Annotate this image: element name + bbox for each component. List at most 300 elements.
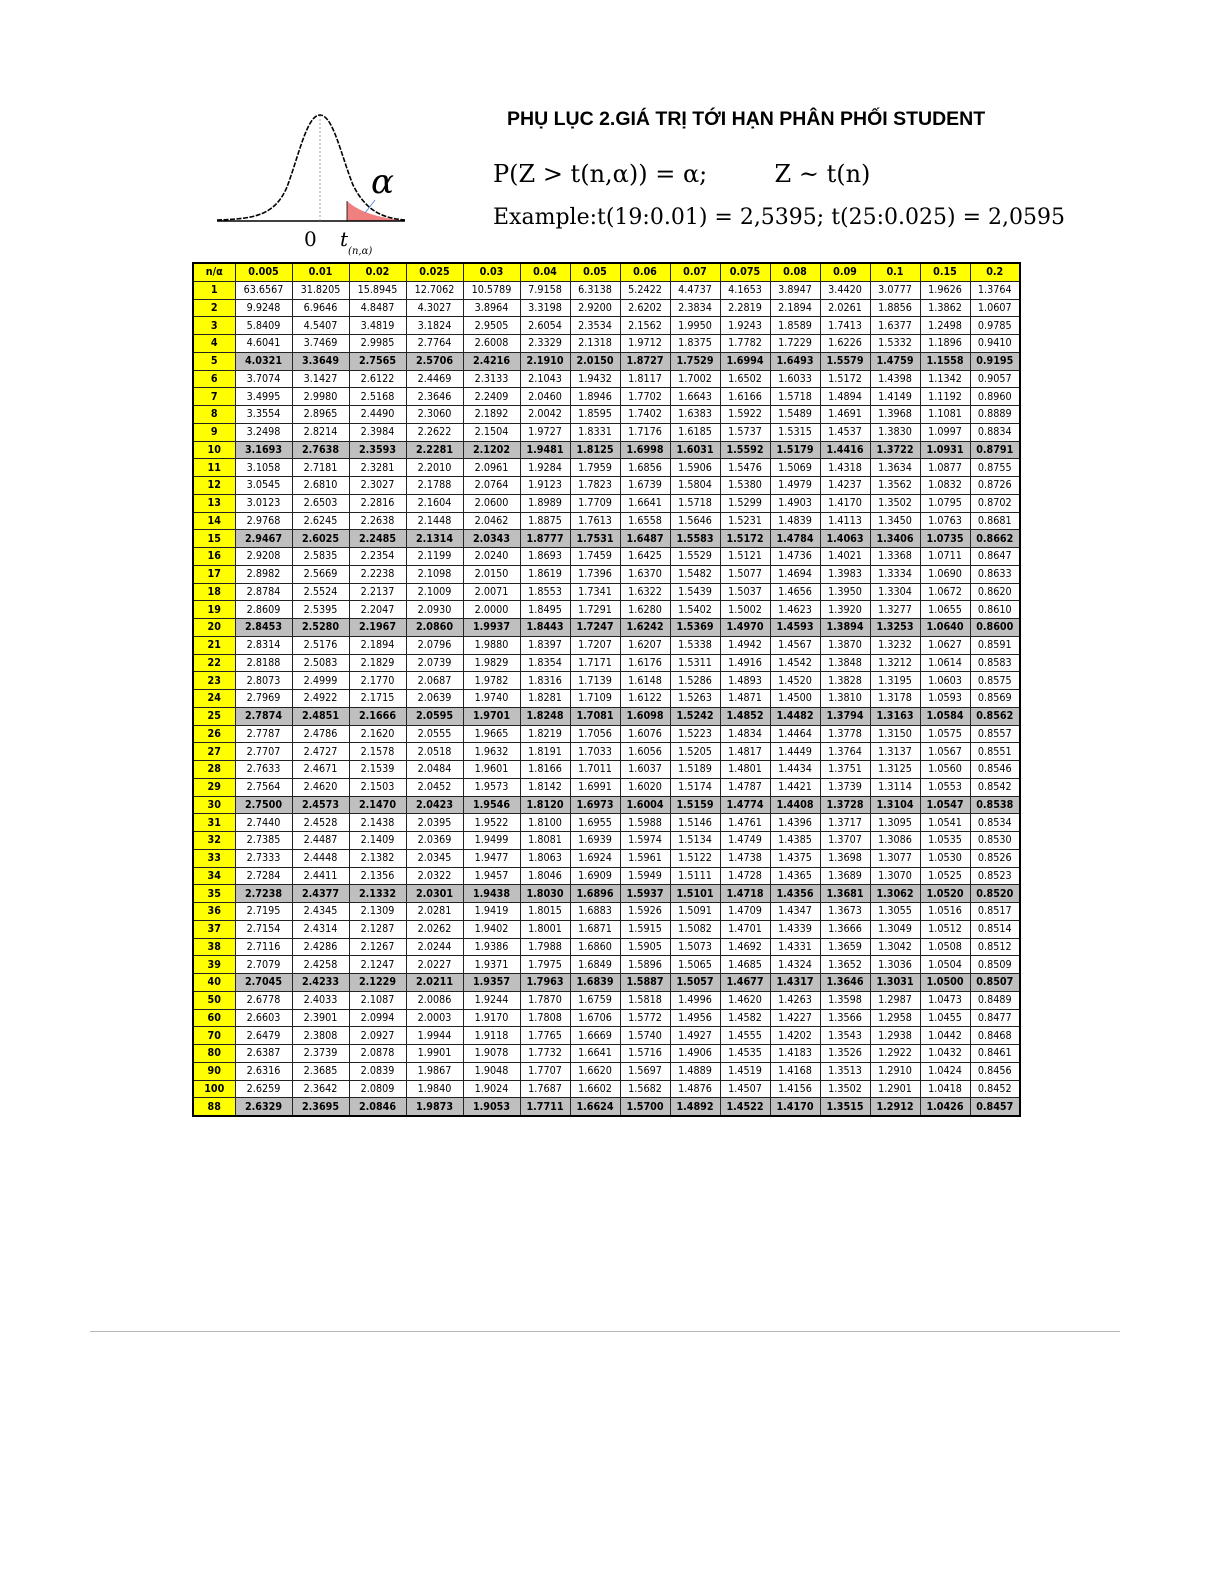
degrees-of-freedom-cell: 11 bbox=[193, 459, 235, 477]
degrees-of-freedom-cell: 60 bbox=[193, 1009, 235, 1027]
table-row bbox=[193, 512, 1020, 530]
critical-value-cell: 2.3685 bbox=[292, 1062, 349, 1080]
critical-value-cell: 1.6242 bbox=[620, 619, 670, 637]
critical-value-cell: 1.4535 bbox=[720, 1045, 770, 1063]
critical-value-cell: 2.3329 bbox=[520, 335, 570, 353]
critical-value-cell: 1.0418 bbox=[920, 1080, 970, 1098]
alpha-header-cell: 0.1 bbox=[870, 263, 920, 281]
critical-value-cell: 1.3304 bbox=[870, 583, 920, 601]
degrees-of-freedom-cell: 7 bbox=[193, 388, 235, 406]
critical-value-cell: 2.1894 bbox=[349, 636, 406, 654]
critical-value-cell: 1.3086 bbox=[870, 832, 920, 850]
critical-value-cell: 3.2498 bbox=[235, 423, 292, 441]
degrees-of-freedom-cell: 19 bbox=[193, 601, 235, 619]
critical-value-cell: 1.4738 bbox=[720, 849, 770, 867]
critical-value-cell: 2.7440 bbox=[235, 814, 292, 832]
table-row bbox=[193, 885, 1020, 903]
critical-value-cell: 2.1087 bbox=[349, 991, 406, 1009]
critical-value-cell: 1.7975 bbox=[520, 956, 570, 974]
table-row bbox=[193, 530, 1020, 548]
critical-value-cell: 1.4331 bbox=[770, 938, 820, 956]
critical-value-cell: 2.7045 bbox=[235, 974, 292, 992]
critical-value-cell: 1.6620 bbox=[570, 1062, 620, 1080]
critical-value-cell: 1.4817 bbox=[720, 743, 770, 761]
critical-value-cell: 1.4894 bbox=[820, 388, 870, 406]
critical-value-cell: 1.9632 bbox=[463, 743, 520, 761]
critical-value-cell: 1.6148 bbox=[620, 672, 670, 690]
critical-value-cell: 1.9123 bbox=[520, 477, 570, 495]
critical-value-cell: 1.9499 bbox=[463, 832, 520, 850]
critical-value-cell: 2.8453 bbox=[235, 619, 292, 637]
critical-value-cell: 2.1470 bbox=[349, 796, 406, 814]
critical-value-cell: 4.1653 bbox=[720, 281, 770, 299]
critical-value-cell: 1.3794 bbox=[820, 707, 870, 725]
table-row bbox=[193, 867, 1020, 885]
critical-value-cell: 1.5737 bbox=[720, 423, 770, 441]
critical-value-cell: 1.0640 bbox=[920, 619, 970, 637]
critical-value-cell: 1.3195 bbox=[870, 672, 920, 690]
critical-value-cell: 1.5263 bbox=[670, 690, 720, 708]
critical-value-cell: 2.1578 bbox=[349, 743, 406, 761]
critical-value-cell: 1.0520 bbox=[920, 885, 970, 903]
critical-value-cell: 1.0655 bbox=[920, 601, 970, 619]
degrees-of-freedom-cell: 26 bbox=[193, 725, 235, 743]
critical-value-cell: 2.3808 bbox=[292, 1027, 349, 1045]
critical-value-cell: 2.2281 bbox=[406, 441, 463, 459]
critical-value-cell: 1.1081 bbox=[920, 406, 970, 424]
critical-value-cell: 3.3554 bbox=[235, 406, 292, 424]
critical-value-cell: 1.4149 bbox=[870, 388, 920, 406]
critical-value-cell: 15.8945 bbox=[349, 281, 406, 299]
critical-value-cell: 1.9740 bbox=[463, 690, 520, 708]
critical-value-cell: 1.8495 bbox=[520, 601, 570, 619]
table-row bbox=[193, 832, 1020, 850]
critical-value-cell: 2.7500 bbox=[235, 796, 292, 814]
critical-value-cell: 1.6020 bbox=[620, 778, 670, 796]
critical-value-cell: 1.4893 bbox=[720, 672, 770, 690]
critical-value-cell: 1.1896 bbox=[920, 335, 970, 353]
table-header-row bbox=[193, 263, 1020, 281]
degrees-of-freedom-cell: 34 bbox=[193, 867, 235, 885]
critical-value-cell: 2.0994 bbox=[349, 1009, 406, 1027]
critical-value-cell: 1.4263 bbox=[770, 991, 820, 1009]
critical-value-cell: 1.4759 bbox=[870, 352, 920, 370]
critical-value-cell: 1.7139 bbox=[570, 672, 620, 690]
critical-value-cell: 3.0123 bbox=[235, 494, 292, 512]
critical-value-cell: 1.3406 bbox=[870, 530, 920, 548]
critical-value-cell: 2.0150 bbox=[463, 565, 520, 583]
critical-value-cell: 1.7402 bbox=[620, 406, 670, 424]
degrees-of-freedom-cell: 1 bbox=[193, 281, 235, 299]
critical-value-cell: 1.4317 bbox=[770, 974, 820, 992]
critical-value-cell: 1.3212 bbox=[870, 654, 920, 672]
critical-value-cell: 2.6202 bbox=[620, 299, 670, 317]
critical-value-cell: 1.6076 bbox=[620, 725, 670, 743]
critical-value-cell: 1.9419 bbox=[463, 903, 520, 921]
critical-value-cell: 1.4170 bbox=[820, 494, 870, 512]
critical-value-cell: 1.8946 bbox=[570, 388, 620, 406]
critical-value-cell: 2.4999 bbox=[292, 672, 349, 690]
critical-value-cell: 2.4469 bbox=[406, 370, 463, 388]
critical-value-cell: 1.9481 bbox=[520, 441, 570, 459]
critical-value-cell: 1.3689 bbox=[820, 867, 870, 885]
table-row bbox=[193, 1045, 1020, 1063]
critical-value-cell: 1.5915 bbox=[620, 920, 670, 938]
critical-value-cell: 1.4906 bbox=[670, 1045, 720, 1063]
critical-value-cell: 0.8791 bbox=[970, 441, 1020, 459]
table-row bbox=[193, 938, 1020, 956]
table-row bbox=[193, 548, 1020, 566]
critical-value-cell: 1.4834 bbox=[720, 725, 770, 743]
critical-value-cell: 1.4500 bbox=[770, 690, 820, 708]
critical-value-cell: 3.1427 bbox=[292, 370, 349, 388]
critical-value-cell: 2.8609 bbox=[235, 601, 292, 619]
critical-value-cell: 2.8188 bbox=[235, 654, 292, 672]
critical-value-cell: 0.8647 bbox=[970, 548, 1020, 566]
alpha-header-cell: 0.08 bbox=[770, 263, 820, 281]
critical-value-cell: 2.6316 bbox=[235, 1062, 292, 1080]
critical-value-cell: 2.6122 bbox=[349, 370, 406, 388]
critical-value-cell: 2.1562 bbox=[620, 317, 670, 335]
critical-value-cell: 2.1382 bbox=[349, 849, 406, 867]
critical-value-cell: 3.8947 bbox=[770, 281, 820, 299]
critical-value-cell: 1.4398 bbox=[870, 370, 920, 388]
critical-value-cell: 1.4416 bbox=[820, 441, 870, 459]
critical-value-cell: 63.6567 bbox=[235, 281, 292, 299]
critical-value-cell: 0.8534 bbox=[970, 814, 1020, 832]
critical-value-cell: 1.7709 bbox=[570, 494, 620, 512]
critical-value-cell: 6.9646 bbox=[292, 299, 349, 317]
critical-value-cell: 1.9573 bbox=[463, 778, 520, 796]
critical-value-cell: 2.6008 bbox=[463, 335, 520, 353]
critical-value-cell: 1.0560 bbox=[920, 761, 970, 779]
critical-value-cell: 2.7764 bbox=[406, 335, 463, 353]
critical-value-cell: 1.2922 bbox=[870, 1045, 920, 1063]
critical-value-cell: 1.3070 bbox=[870, 867, 920, 885]
critical-value-cell: 2.0261 bbox=[820, 299, 870, 317]
critical-value-cell: 1.4021 bbox=[820, 548, 870, 566]
critical-value-cell: 1.7959 bbox=[570, 459, 620, 477]
critical-value-cell: 2.0211 bbox=[406, 974, 463, 992]
critical-value-cell: 1.3526 bbox=[820, 1045, 870, 1063]
critical-value-cell: 0.8551 bbox=[970, 743, 1020, 761]
example-first: t(19:0.01) = 2,5395; bbox=[597, 205, 825, 230]
critical-value-cell: 2.3739 bbox=[292, 1045, 349, 1063]
degrees-of-freedom-cell: 5 bbox=[193, 352, 235, 370]
critical-value-cell: 2.1409 bbox=[349, 832, 406, 850]
critical-value-cell: 1.3125 bbox=[870, 761, 920, 779]
table-row bbox=[193, 1062, 1020, 1080]
critical-value-cell: 4.6041 bbox=[235, 335, 292, 353]
critical-value-cell: 1.4979 bbox=[770, 477, 820, 495]
critical-value-cell: 2.1770 bbox=[349, 672, 406, 690]
critical-value-cell: 1.0426 bbox=[920, 1098, 970, 1116]
degrees-of-freedom-cell: 40 bbox=[193, 974, 235, 992]
critical-value-cell: 2.8982 bbox=[235, 565, 292, 583]
critical-value-cell: 1.7229 bbox=[770, 335, 820, 353]
critical-value-cell: 1.4156 bbox=[770, 1080, 820, 1098]
table-row bbox=[193, 725, 1020, 743]
critical-value-cell: 0.8633 bbox=[970, 565, 1020, 583]
critical-value-cell: 2.0484 bbox=[406, 761, 463, 779]
critical-value-cell: 1.8331 bbox=[570, 423, 620, 441]
critical-value-cell: 0.8477 bbox=[970, 1009, 1020, 1027]
critical-value-cell: 4.5407 bbox=[292, 317, 349, 335]
critical-value-cell: 1.3739 bbox=[820, 778, 870, 796]
critical-value-cell: 2.4314 bbox=[292, 920, 349, 938]
table-row bbox=[193, 690, 1020, 708]
critical-value-cell: 1.9626 bbox=[920, 281, 970, 299]
critical-value-cell: 1.5332 bbox=[870, 335, 920, 353]
critical-value-cell: 1.3502 bbox=[870, 494, 920, 512]
alpha-header-cell: 0.03 bbox=[463, 263, 520, 281]
critical-value-cell: 1.6955 bbox=[570, 814, 620, 832]
critical-value-cell: 1.6207 bbox=[620, 636, 670, 654]
degrees-of-freedom-cell: 20 bbox=[193, 619, 235, 637]
critical-value-cell: 1.8120 bbox=[520, 796, 570, 814]
critical-value-cell: 2.0369 bbox=[406, 832, 463, 850]
critical-value-cell: 1.5037 bbox=[720, 583, 770, 601]
critical-value-cell: 2.1715 bbox=[349, 690, 406, 708]
table-row bbox=[193, 583, 1020, 601]
critical-value-cell: 3.1058 bbox=[235, 459, 292, 477]
critical-value-cell: 2.8965 bbox=[292, 406, 349, 424]
critical-value-cell: 2.1910 bbox=[520, 352, 570, 370]
critical-value-cell: 2.4448 bbox=[292, 849, 349, 867]
critical-value-cell: 1.7171 bbox=[570, 654, 620, 672]
critical-value-cell: 1.3042 bbox=[870, 938, 920, 956]
critical-value-cell: 1.0504 bbox=[920, 956, 970, 974]
critical-value-cell: 0.8512 bbox=[970, 938, 1020, 956]
critical-value-cell: 2.4033 bbox=[292, 991, 349, 1009]
critical-value-cell: 1.4520 bbox=[770, 672, 820, 690]
critical-value-cell: 2.1009 bbox=[406, 583, 463, 601]
critical-value-cell: 0.8726 bbox=[970, 477, 1020, 495]
critical-value-cell: 0.8538 bbox=[970, 796, 1020, 814]
critical-value-cell: 1.5716 bbox=[620, 1045, 670, 1063]
degrees-of-freedom-cell: 14 bbox=[193, 512, 235, 530]
critical-value-cell: 1.6037 bbox=[620, 761, 670, 779]
critical-value-cell: 1.9243 bbox=[720, 317, 770, 335]
critical-value-cell: 1.5146 bbox=[670, 814, 720, 832]
critical-value-cell: 3.8964 bbox=[463, 299, 520, 317]
critical-value-cell: 2.1438 bbox=[349, 814, 406, 832]
table-row bbox=[193, 459, 1020, 477]
critical-value-cell: 3.7074 bbox=[235, 370, 292, 388]
critical-value-cell: 2.1199 bbox=[406, 548, 463, 566]
critical-value-cell: 2.0927 bbox=[349, 1027, 406, 1045]
critical-value-cell: 1.4113 bbox=[820, 512, 870, 530]
table-row bbox=[193, 956, 1020, 974]
critical-value-cell: 2.0796 bbox=[406, 636, 463, 654]
critical-value-cell: 2.4851 bbox=[292, 707, 349, 725]
table-row bbox=[193, 406, 1020, 424]
critical-value-cell: 2.2622 bbox=[406, 423, 463, 441]
critical-value-cell: 1.5077 bbox=[720, 565, 770, 583]
critical-value-cell: 1.3104 bbox=[870, 796, 920, 814]
critical-value-cell: 3.3649 bbox=[292, 352, 349, 370]
critical-value-cell: 1.6383 bbox=[670, 406, 720, 424]
critical-value-cell: 2.2816 bbox=[349, 494, 406, 512]
critical-value-cell: 2.1202 bbox=[463, 441, 520, 459]
critical-value-cell: 2.3901 bbox=[292, 1009, 349, 1027]
critical-value-cell: 1.8727 bbox=[620, 352, 670, 370]
critical-value-cell: 2.4620 bbox=[292, 778, 349, 796]
critical-value-cell: 1.9901 bbox=[406, 1045, 463, 1063]
critical-value-cell: 1.8046 bbox=[520, 867, 570, 885]
critical-value-cell: 1.3515 bbox=[820, 1098, 870, 1116]
critical-value-cell: 1.4892 bbox=[670, 1098, 720, 1116]
critical-value-cell: 1.7711 bbox=[520, 1098, 570, 1116]
critical-value-cell: 1.4593 bbox=[770, 619, 820, 637]
critical-value-cell: 1.6994 bbox=[720, 352, 770, 370]
critical-value-cell: 2.1894 bbox=[770, 299, 820, 317]
critical-value-cell: 1.4168 bbox=[770, 1062, 820, 1080]
critical-value-cell: 1.6166 bbox=[720, 388, 770, 406]
critical-value-cell: 1.3114 bbox=[870, 778, 920, 796]
critical-value-cell: 2.7195 bbox=[235, 903, 292, 921]
critical-value-cell: 1.6370 bbox=[620, 565, 670, 583]
critical-value-cell: 1.3848 bbox=[820, 654, 870, 672]
critical-value-cell: 2.9467 bbox=[235, 530, 292, 548]
critical-value-cell: 1.3646 bbox=[820, 974, 870, 992]
alpha-header-cell: 0.07 bbox=[670, 263, 720, 281]
critical-value-cell: 1.7081 bbox=[570, 707, 620, 725]
critical-value-cell: 1.3031 bbox=[870, 974, 920, 992]
critical-value-cell: 2.0600 bbox=[463, 494, 520, 512]
critical-value-cell: 1.2912 bbox=[870, 1098, 920, 1116]
alpha-header-cell: 0.02 bbox=[349, 263, 406, 281]
alpha-header-cell: 0.01 bbox=[292, 263, 349, 281]
critical-value-cell: 1.5529 bbox=[670, 548, 720, 566]
critical-value-cell: 1.8443 bbox=[520, 619, 570, 637]
critical-value-cell: 2.4573 bbox=[292, 796, 349, 814]
critical-value-cell: 1.6602 bbox=[570, 1080, 620, 1098]
critical-value-cell: 2.0460 bbox=[520, 388, 570, 406]
critical-value-cell: 1.7870 bbox=[520, 991, 570, 1009]
critical-value-cell: 1.1342 bbox=[920, 370, 970, 388]
critical-value-cell: 2.4345 bbox=[292, 903, 349, 921]
critical-value-cell: 0.8468 bbox=[970, 1027, 1020, 1045]
degrees-of-freedom-cell: 80 bbox=[193, 1045, 235, 1063]
critical-value-cell: 1.8989 bbox=[520, 494, 570, 512]
degrees-of-freedom-cell: 28 bbox=[193, 761, 235, 779]
critical-value-cell: 1.9829 bbox=[463, 654, 520, 672]
critical-value-cell: 1.6856 bbox=[620, 459, 670, 477]
critical-value-cell: 1.9873 bbox=[406, 1098, 463, 1116]
critical-value-cell: 2.2819 bbox=[720, 299, 770, 317]
critical-value-cell: 1.4685 bbox=[720, 956, 770, 974]
critical-value-cell: 0.8546 bbox=[970, 761, 1020, 779]
critical-value-cell: 1.3598 bbox=[820, 991, 870, 1009]
critical-value-cell: 1.8063 bbox=[520, 849, 570, 867]
critical-value-cell: 2.4286 bbox=[292, 938, 349, 956]
critical-value-cell: 2.0595 bbox=[406, 707, 463, 725]
critical-value-cell: 0.8452 bbox=[970, 1080, 1020, 1098]
critical-value-cell: 1.7823 bbox=[570, 477, 620, 495]
critical-value-cell: 1.4761 bbox=[720, 814, 770, 832]
critical-value-cell: 1.3277 bbox=[870, 601, 920, 619]
degrees-of-freedom-cell: 36 bbox=[193, 903, 235, 921]
critical-value-cell: 1.8595 bbox=[570, 406, 620, 424]
critical-value-cell: 1.5697 bbox=[620, 1062, 670, 1080]
critical-value-cell: 2.5669 bbox=[292, 565, 349, 583]
critical-value-cell: 1.3253 bbox=[870, 619, 920, 637]
degrees-of-freedom-cell: 70 bbox=[193, 1027, 235, 1045]
critical-value-cell: 1.9950 bbox=[670, 317, 720, 335]
critical-value-cell: 1.0795 bbox=[920, 494, 970, 512]
critical-value-cell: 2.6245 bbox=[292, 512, 349, 530]
critical-value-cell: 1.5179 bbox=[770, 441, 820, 459]
critical-value-cell: 2.0301 bbox=[406, 885, 463, 903]
critical-value-cell: 1.4324 bbox=[770, 956, 820, 974]
critical-value-cell: 1.4339 bbox=[770, 920, 820, 938]
critical-value-cell: 0.8542 bbox=[970, 778, 1020, 796]
critical-value-cell: 1.8397 bbox=[520, 636, 570, 654]
degrees-of-freedom-cell: 16 bbox=[193, 548, 235, 566]
critical-value-cell: 1.4623 bbox=[770, 601, 820, 619]
table-row bbox=[193, 672, 1020, 690]
critical-value-cell: 2.0930 bbox=[406, 601, 463, 619]
critical-value-cell: 1.6939 bbox=[570, 832, 620, 850]
critical-value-cell: 1.3634 bbox=[870, 459, 920, 477]
critical-value-cell: 1.5896 bbox=[620, 956, 670, 974]
critical-value-cell: 1.7988 bbox=[520, 938, 570, 956]
critical-value-cell: 1.4396 bbox=[770, 814, 820, 832]
critical-value-cell: 2.9200 bbox=[570, 299, 620, 317]
critical-value-cell: 2.1539 bbox=[349, 761, 406, 779]
critical-value-cell: 2.1829 bbox=[349, 654, 406, 672]
critical-value-cell: 1.4774 bbox=[720, 796, 770, 814]
critical-value-cell: 1.4507 bbox=[720, 1080, 770, 1098]
critical-value-cell: 2.7874 bbox=[235, 707, 292, 725]
critical-value-cell: 0.8526 bbox=[970, 849, 1020, 867]
degrees-of-freedom-cell: 15 bbox=[193, 530, 235, 548]
critical-value-cell: 2.1247 bbox=[349, 956, 406, 974]
example-second: t(25:0.025) = 2,0595 bbox=[831, 205, 1066, 230]
table-row bbox=[193, 814, 1020, 832]
critical-value-cell: 2.0395 bbox=[406, 814, 463, 832]
critical-value-cell: 1.4876 bbox=[670, 1080, 720, 1098]
critical-value-cell: 1.9937 bbox=[463, 619, 520, 637]
critical-value-cell: 1.6322 bbox=[620, 583, 670, 601]
critical-value-cell: 1.4701 bbox=[720, 920, 770, 938]
alpha-header-cell: 0.025 bbox=[406, 263, 463, 281]
critical-value-cell: 1.3137 bbox=[870, 743, 920, 761]
formula-right: Z ~ t(n) bbox=[774, 160, 871, 188]
critical-value-cell: 0.8755 bbox=[970, 459, 1020, 477]
critical-value-cell: 1.3334 bbox=[870, 565, 920, 583]
critical-value-cell: 2.5395 bbox=[292, 601, 349, 619]
critical-value-cell: 1.3764 bbox=[820, 743, 870, 761]
alpha-header-cell: 0.05 bbox=[570, 263, 620, 281]
critical-value-cell: 1.3870 bbox=[820, 636, 870, 654]
critical-value-cell: 1.9867 bbox=[406, 1062, 463, 1080]
critical-value-cell: 1.4522 bbox=[720, 1098, 770, 1116]
critical-value-cell: 2.0343 bbox=[463, 530, 520, 548]
critical-value-cell: 1.3828 bbox=[820, 672, 870, 690]
critical-value-cell: 1.4464 bbox=[770, 725, 820, 743]
critical-value-cell: 1.9701 bbox=[463, 707, 520, 725]
critical-value-cell: 2.0839 bbox=[349, 1062, 406, 1080]
critical-value-cell: 1.9712 bbox=[620, 335, 670, 353]
critical-value-cell: 1.0672 bbox=[920, 583, 970, 601]
critical-value-cell: 2.1098 bbox=[406, 565, 463, 583]
critical-value-cell: 2.0240 bbox=[463, 548, 520, 566]
critical-value-cell: 1.3920 bbox=[820, 601, 870, 619]
critical-value-cell: 2.3593 bbox=[349, 441, 406, 459]
critical-value-cell: 2.1504 bbox=[463, 423, 520, 441]
